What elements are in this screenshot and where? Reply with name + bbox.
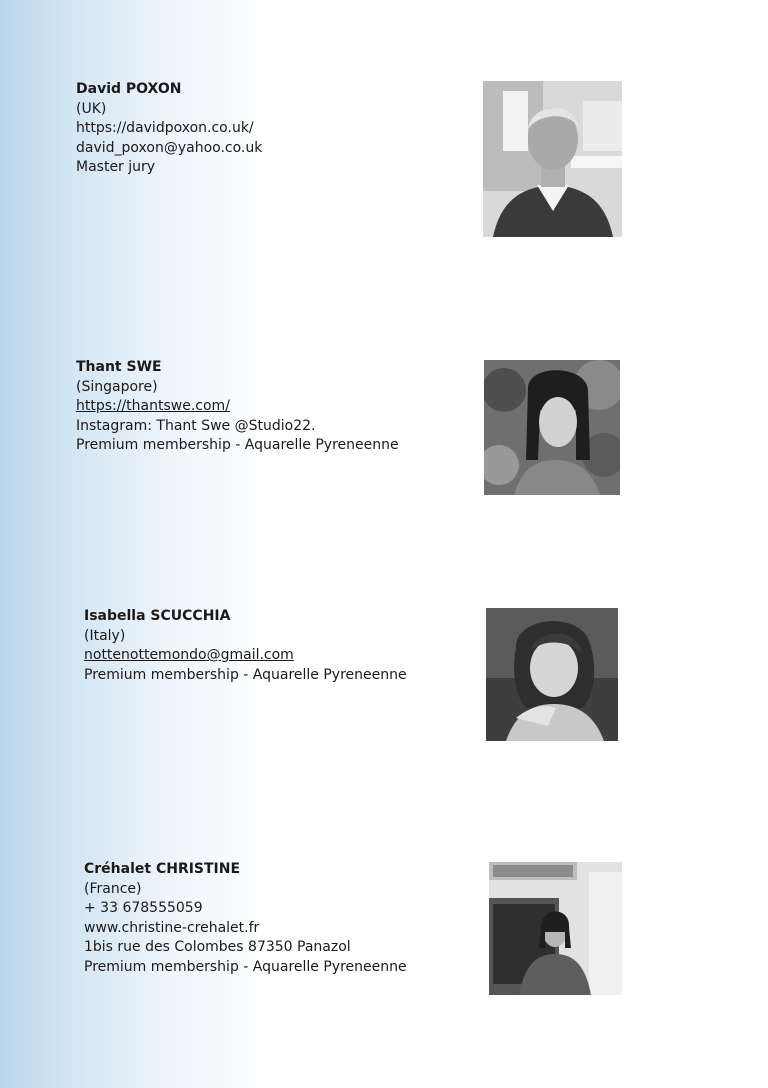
member-name: Thant SWE	[76, 359, 162, 375]
portrait-photo-crehalet-christine	[489, 862, 622, 995]
member-email[interactable]: david_poxon@yahoo.co.uk	[76, 139, 263, 156]
member-website[interactable]: www.christine-crehalet.fr	[84, 919, 260, 936]
member-website[interactable]: https://davidpoxon.co.uk/	[76, 120, 254, 136]
member-country: (Italy)	[84, 627, 126, 644]
portrait-photo-david-poxon	[483, 81, 622, 237]
member-name: Isabella SCUCCHIA	[84, 608, 231, 624]
member-country: (France)	[84, 880, 142, 897]
member-name: Créhalet CHRISTINE	[84, 861, 241, 877]
member-country: (Singapore)	[76, 378, 158, 395]
jury-entry-david-poxon	[76, 80, 262, 178]
member-membership: Premium membership - Aquarelle Pyreneenne	[76, 437, 399, 453]
jury-entry-thant-swe	[76, 358, 399, 456]
member-website-link[interactable]: https://thantswe.com/	[76, 398, 230, 414]
member-address: 1bis rue des Colombes 87350 Panazol	[84, 939, 351, 955]
member-role: Master jury	[76, 159, 156, 175]
member-membership: Premium membership - Aquarelle Pyreneenne	[84, 958, 407, 975]
member-membership: Premium membership - Aquarelle Pyreneenne	[84, 666, 407, 683]
member-email-link[interactable]: nottenottemondo@gmail.com	[84, 647, 294, 663]
member-country: (UK)	[76, 100, 107, 117]
jury-entry-crehalet-christine	[84, 860, 407, 977]
member-instagram: Instagram: Thant Swe @Studio22.	[76, 417, 316, 434]
portrait-photo-thant-swe	[484, 360, 620, 495]
member-phone: + 33 678555059	[84, 900, 203, 916]
jury-entry-isabella-scucchia	[84, 607, 407, 685]
member-name: David POXON	[76, 81, 182, 97]
portrait-photo-isabella-scucchia	[486, 608, 618, 741]
